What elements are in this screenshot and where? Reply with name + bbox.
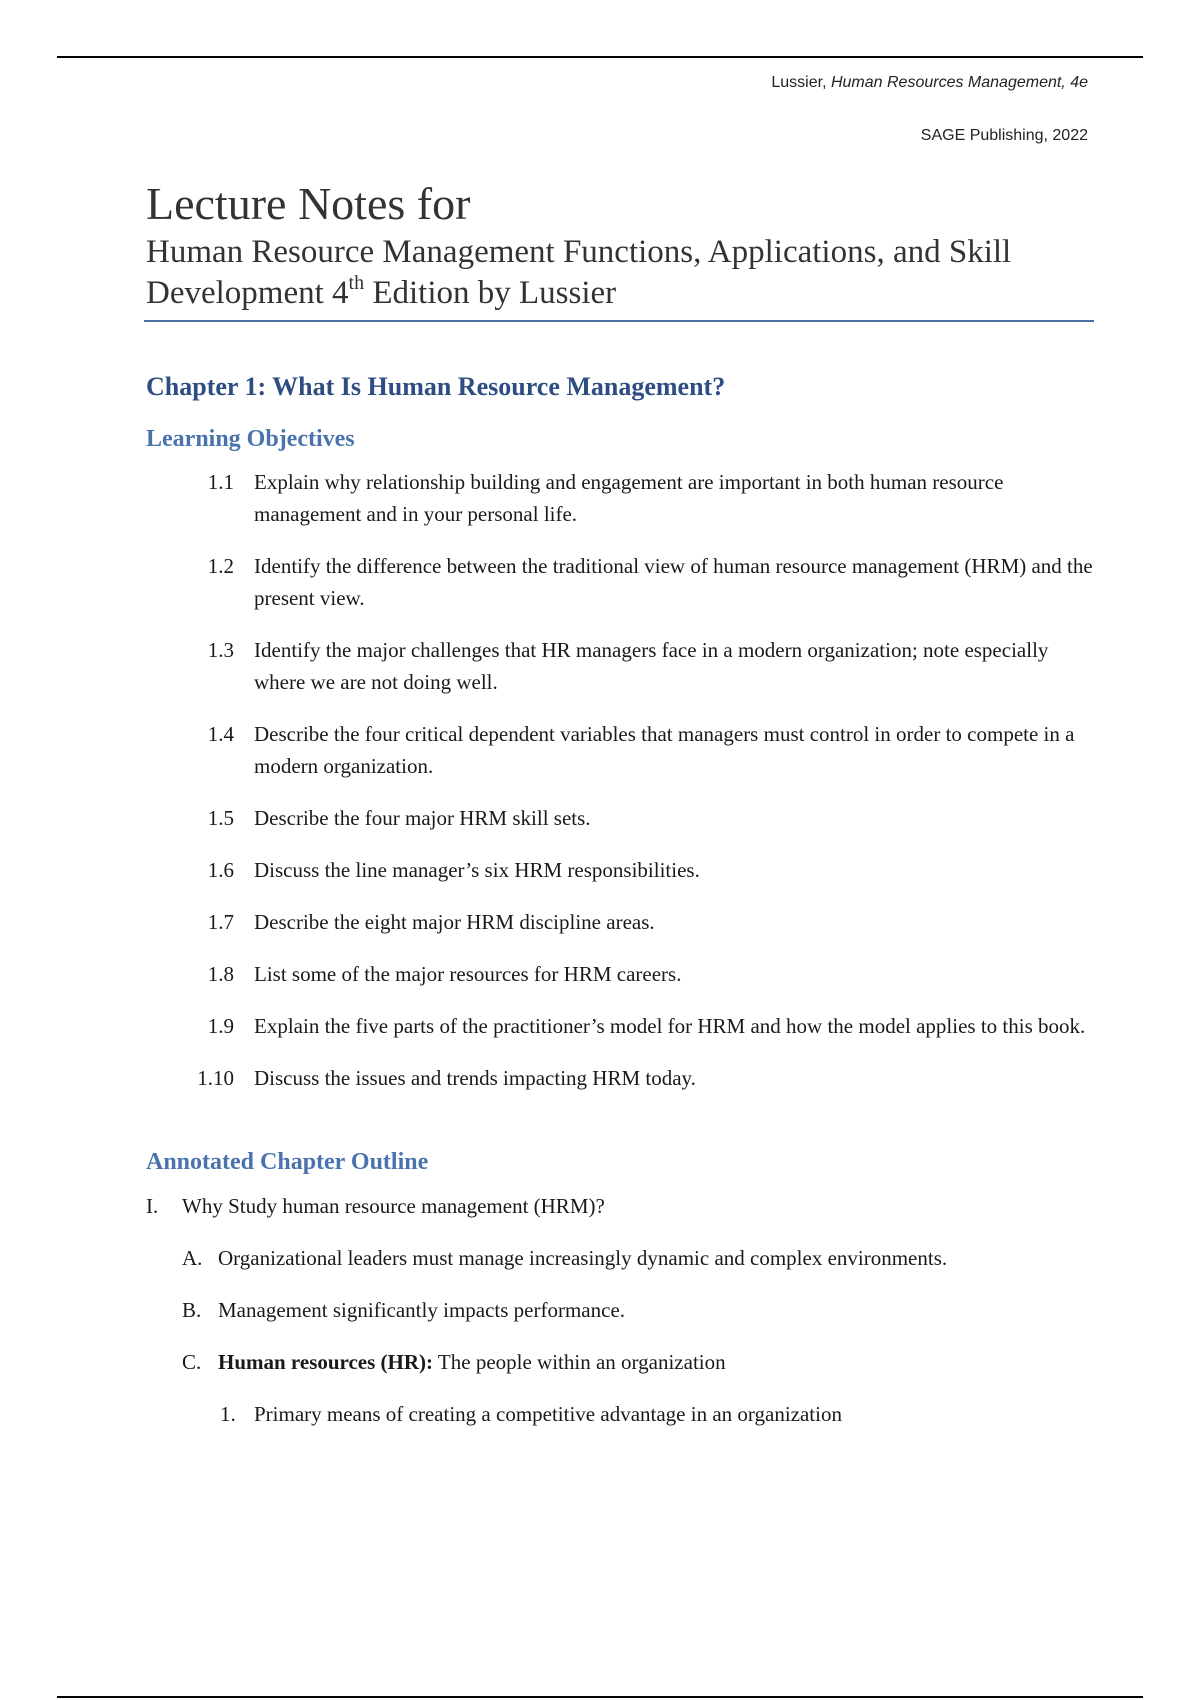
outline-text: The people within an organization [433, 1350, 726, 1374]
objective-number: 1.4 [207, 722, 234, 746]
document-title [146, 178, 1092, 314]
top-rule [57, 56, 1143, 58]
objective-text: Explain why relationship building and engagement are important in both human resource management and in your personal life. [254, 470, 1004, 526]
objective-item [146, 854, 1096, 886]
objective-number: 1.8 [207, 962, 234, 986]
objective-number: 1.9 [207, 1014, 234, 1038]
objective-text: Identify the difference between the traditional view of human resource management (HRM) and the present view. [254, 554, 1093, 610]
outline-item-A [146, 1242, 1096, 1274]
outline-item-C [146, 1346, 1096, 1378]
objective-number: 1.3 [207, 638, 234, 662]
objective-number: 1.6 [207, 858, 234, 882]
title-subtitle [146, 232, 1092, 314]
outline-marker: A. [182, 1246, 203, 1270]
learning-objectives-list [146, 466, 1096, 1114]
outline-item-I [146, 1190, 1096, 1222]
objective-item [146, 906, 1096, 938]
objective-number: 1.10 [197, 1066, 234, 1090]
objective-text: Identify the major challenges that HR managers face in a modern organization; note especially where we are not doing well. [254, 638, 1049, 694]
objective-number: 1.2 [207, 554, 234, 578]
objective-item [146, 1062, 1096, 1094]
objective-number: 1.7 [207, 910, 234, 934]
running-header-title [771, 74, 1088, 92]
subtitle-line-2-pre: Development 4 [146, 275, 349, 311]
objective-item [146, 466, 1096, 530]
outline-term: Human resources (HR): [218, 1350, 434, 1374]
subtitle-line-2-post: Edition by Lussier [364, 275, 617, 311]
learning-objectives-heading: Learning Objectives [146, 426, 355, 452]
outline-marker: 1. [220, 1402, 236, 1426]
edition-superscript: th [348, 272, 365, 294]
objective-number: 1.1 [207, 470, 234, 494]
outline-item-C1 [146, 1398, 1096, 1430]
chapter-heading: Chapter 1: What Is Human Resource Management? [146, 372, 726, 401]
header-book-title: Human Resources Management, 4e [830, 74, 1088, 91]
objective-item [146, 1010, 1096, 1042]
objective-text: Describe the four critical dependent variables that managers must control in order to compete in a modern organization. [254, 722, 1075, 778]
subtitle-line-1: Human Resource Management Functions, Applications, and Skill [146, 234, 1012, 270]
header-author: Lussier, [771, 74, 827, 91]
title-underline [144, 320, 1094, 322]
running-header-publisher: SAGE Publishing, 2022 [920, 127, 1088, 144]
outline-text: Management significantly impacts performance. [218, 1298, 626, 1322]
objective-text: Describe the eight major HRM discipline areas. [254, 910, 655, 934]
objective-text: Discuss the issues and trends impacting HRM today. [254, 1066, 696, 1090]
title-main: Lecture Notes for [146, 178, 471, 229]
annotated-outline [146, 1190, 1096, 1450]
outline-marker: I. [146, 1194, 159, 1218]
objective-item [146, 634, 1096, 698]
objective-item [146, 718, 1096, 782]
outline-text: Why Study human resource management (HRM)? [182, 1194, 605, 1218]
bottom-rule [57, 1696, 1143, 1698]
outline-marker: B. [182, 1298, 202, 1322]
outline-text: Organizational leaders must manage increasingly dynamic and complex environments. [218, 1246, 948, 1270]
outline-item-B [146, 1294, 1096, 1326]
outline-text: Primary means of creating a competitive advantage in an organization [254, 1402, 842, 1426]
objective-text: Discuss the line manager’s six HRM responsibilities. [254, 858, 700, 882]
outline-marker: C. [182, 1350, 202, 1374]
annotated-outline-heading: Annotated Chapter Outline [146, 1149, 429, 1175]
objective-text: List some of the major resources for HRM careers. [254, 962, 682, 986]
objective-item [146, 802, 1096, 834]
objective-text: Describe the four major HRM skill sets. [254, 806, 591, 830]
objective-number: 1.5 [207, 806, 234, 830]
objective-text: Explain the five parts of the practitioner’s model for HRM and how the model applies to this book. [254, 1014, 1086, 1038]
objective-item [146, 550, 1096, 614]
objective-item [146, 958, 1096, 990]
